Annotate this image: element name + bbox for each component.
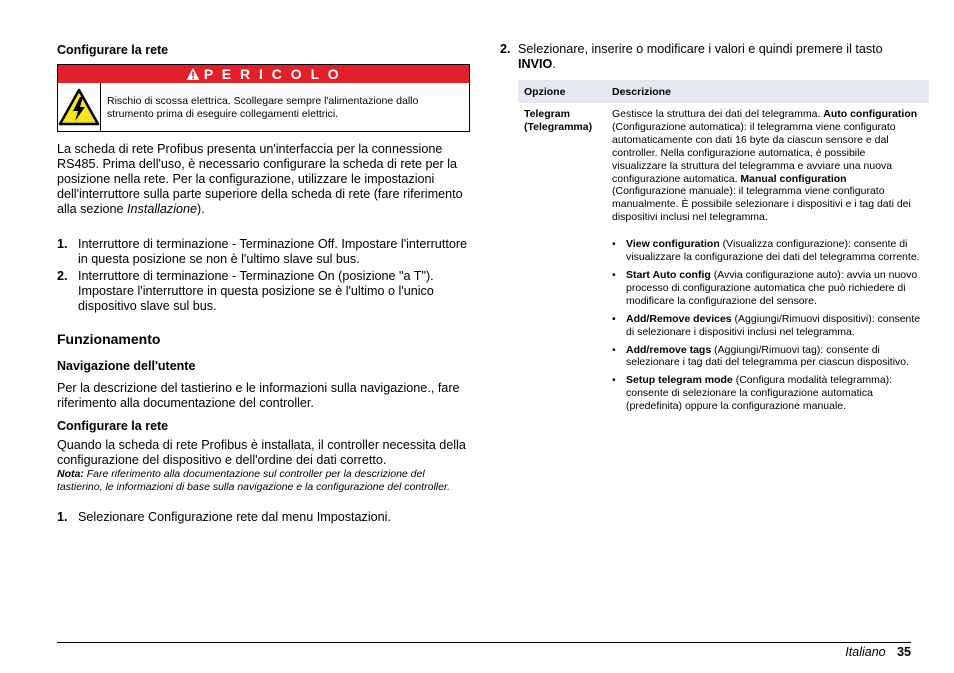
table-row <box>518 103 929 224</box>
config-steps-cont <box>500 42 911 72</box>
danger-header <box>58 65 469 83</box>
enter-key: INVIO <box>518 57 553 71</box>
heading-configure-network: Configurare la rete <box>57 43 169 57</box>
list-item: 2. Interruttore di terminazione - Terminazione On (posizione "a T"). Impostare l'interruttore in questa posizione se è l'ultimo o l'unico dispositivo slave sul bus. <box>57 269 434 313</box>
header-description: Descrizione <box>606 80 929 103</box>
heading-configure-network-2: Configurare la rete <box>57 419 169 433</box>
telegram-options-list <box>518 238 923 413</box>
navigation-paragraph: Per la descrizione del tastierino e le informazioni sulla navigazione., fare riferimento alla documentazione del controller. <box>57 381 460 410</box>
list-item: • View configuration (Visualizza configurazione): consente di visualizzare la configurazione dei dati del telegramma corrente. <box>518 238 923 264</box>
left-column <box>57 42 470 525</box>
list-item: 1. Selezionare Configurazione rete dal menu Impostazioni. <box>57 510 391 524</box>
page-footer <box>845 645 911 659</box>
footer-divider <box>57 642 911 643</box>
heading-user-navigation: Navigazione dell'utente <box>57 359 196 373</box>
danger-box <box>57 64 470 132</box>
list-item: 1. Interruttore di terminazione - Terminazione Off. Impostare l'interruttore in questa posizione se non è l'ultimo slave sul bus. <box>57 237 468 266</box>
list-item: • Start Auto config (Avvia configurazione auto): avvia un nuovo processo di configurazione automatica che può richiedere di modificare la configurazione del sensore. <box>518 269 923 308</box>
page-number: 35 <box>897 645 911 659</box>
description-cell: Gestisce la struttura dei dati del telegramma. Auto configuration (Configurazione automatica): il telegramma viene configurato automaticamente con dati 16 byte da ciascun sensore e dal controller. Nella configurazione automatica, è possibile visualizzare la struttura del telegramma e avviare una nuova configurazione automatica. Manual configuration (Configurazione manuale): il telegramma viene configurato manualmente. È possibile selezionare i dispositivi e i tag dati dei dispositivi inclusi nel telegramma. <box>612 108 918 224</box>
note: Nota: Fare riferimento alla documentazione sul controller per la descrizione del tastierino, le informazioni di base sulla navigazione e la configurazione del controller. <box>57 468 451 493</box>
config-steps <box>57 510 470 525</box>
list-item: • Add/Remove devices (Aggiungi/Rimuovi dispositivi): consente di selezionare i dispositivi inclusi nel telegramma. <box>518 313 923 339</box>
option-cell: Telegram (Telegramma) <box>524 108 593 133</box>
list-item: • Setup telegram mode (Configura modalità telegramma): consente di selezionare la configurazione automatica (predefinita) oppure la configurazione manuale. <box>518 374 923 413</box>
electric-hazard-icon <box>58 83 101 131</box>
termination-steps <box>57 237 470 314</box>
installation-link: Installazione <box>127 202 198 216</box>
options-table <box>518 80 929 224</box>
table-header-row <box>518 80 929 103</box>
warning-triangle-icon <box>186 67 200 81</box>
danger-label: P E R I C O L O <box>203 66 342 82</box>
right-column <box>500 42 921 418</box>
danger-message: Rischio di scossa elettrica. Scollegare sempre l'alimentazione dallo strumento prima di eseguire collegamenti elettrici. <box>107 95 419 120</box>
config-paragraph: Quando la scheda di rete Profibus è installata, il controller necessita della configurazione del dispositivo e dell'ordine dei dati corretto. <box>57 438 466 467</box>
list-item: 2. Selezionare, inserire o modificare i valori e quindi premere il tasto INVIO. <box>500 42 883 71</box>
header-option: Opzione <box>518 80 606 103</box>
footer-language: Italiano <box>845 645 886 659</box>
intro-paragraph: La scheda di rete Profibus presenta un'interfaccia per la connessione RS485. Prima dell'uso, è necessario configurare la scheda di rete per la posizione nella rete. Per la configurazione, utilizzare le impostazioni dell'interruttore sulla parte superiore della scheda di rete (fare riferimento alla sezione Installazione). <box>57 142 463 216</box>
list-item: • Add/remove tags (Aggiungi/Rimuovi tag): consente di selezionare i tag dati del telegramma per ciascun dispositivo. <box>518 344 923 370</box>
section-title-operation: Funzionamento <box>57 331 161 347</box>
